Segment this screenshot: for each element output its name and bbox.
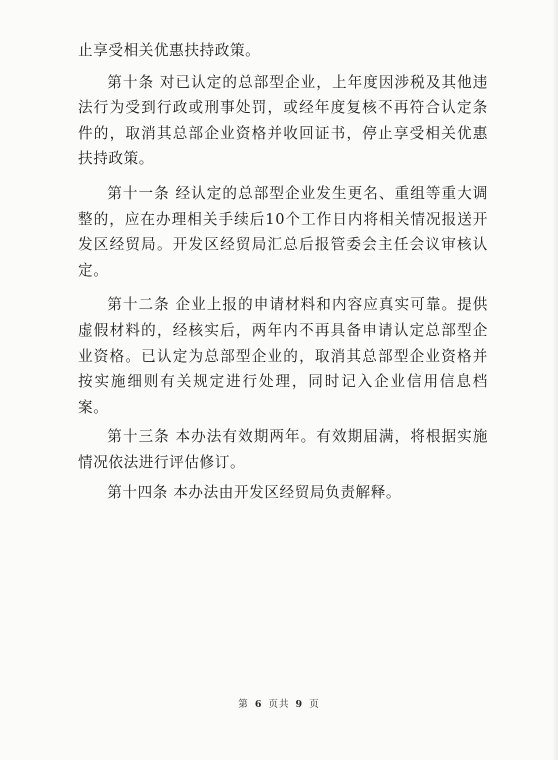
article-12: 第十二条 企业上报的申请材料和内容应真实可靠。提供虚假材料的，经核实后，两年内不再具备申请认定总部型企业资格。已认定为总部型企业的，取消其总部型企业资格并按实施细则有关规定进行处理，同时记入企业信用信息档案。 xyxy=(78,296,488,416)
paragraph-continuation: 止享受相关优惠扶持政策。 xyxy=(78,42,261,59)
footer-suffix: 页 xyxy=(309,699,320,710)
footer-middle: 页共 xyxy=(268,699,290,710)
footer-total-pages: 9 xyxy=(295,699,304,710)
article-14: 第十四条 本办法由开发区经贸局负责解释。 xyxy=(107,483,402,501)
document-body xyxy=(78,38,488,505)
article-11: 第十一条 经认定的总部型企业发生更名、重组等重大调整的，应在办理相关手续后10个工作日内将相关情况报送开发区经贸局。开发区经贸局汇总后报管委会主任会议审核认定。 xyxy=(78,184,488,279)
footer-page-number: 6 xyxy=(254,699,263,710)
page-footer xyxy=(0,696,558,710)
article-10: 第十条 对已认定的总部型企业，上年度因涉税及其他违法行为受到行政或刑事处罚，或经年度复核不再符合认定条件的，取消其总部企业资格并收回证书，停止享受相关优惠扶持政策。 xyxy=(78,73,488,168)
article-13: 第十三条 本办法有效期两年。有效期届满，将根据实施情况依法进行评估修订。 xyxy=(78,428,488,471)
footer-prefix: 第 xyxy=(238,699,249,710)
